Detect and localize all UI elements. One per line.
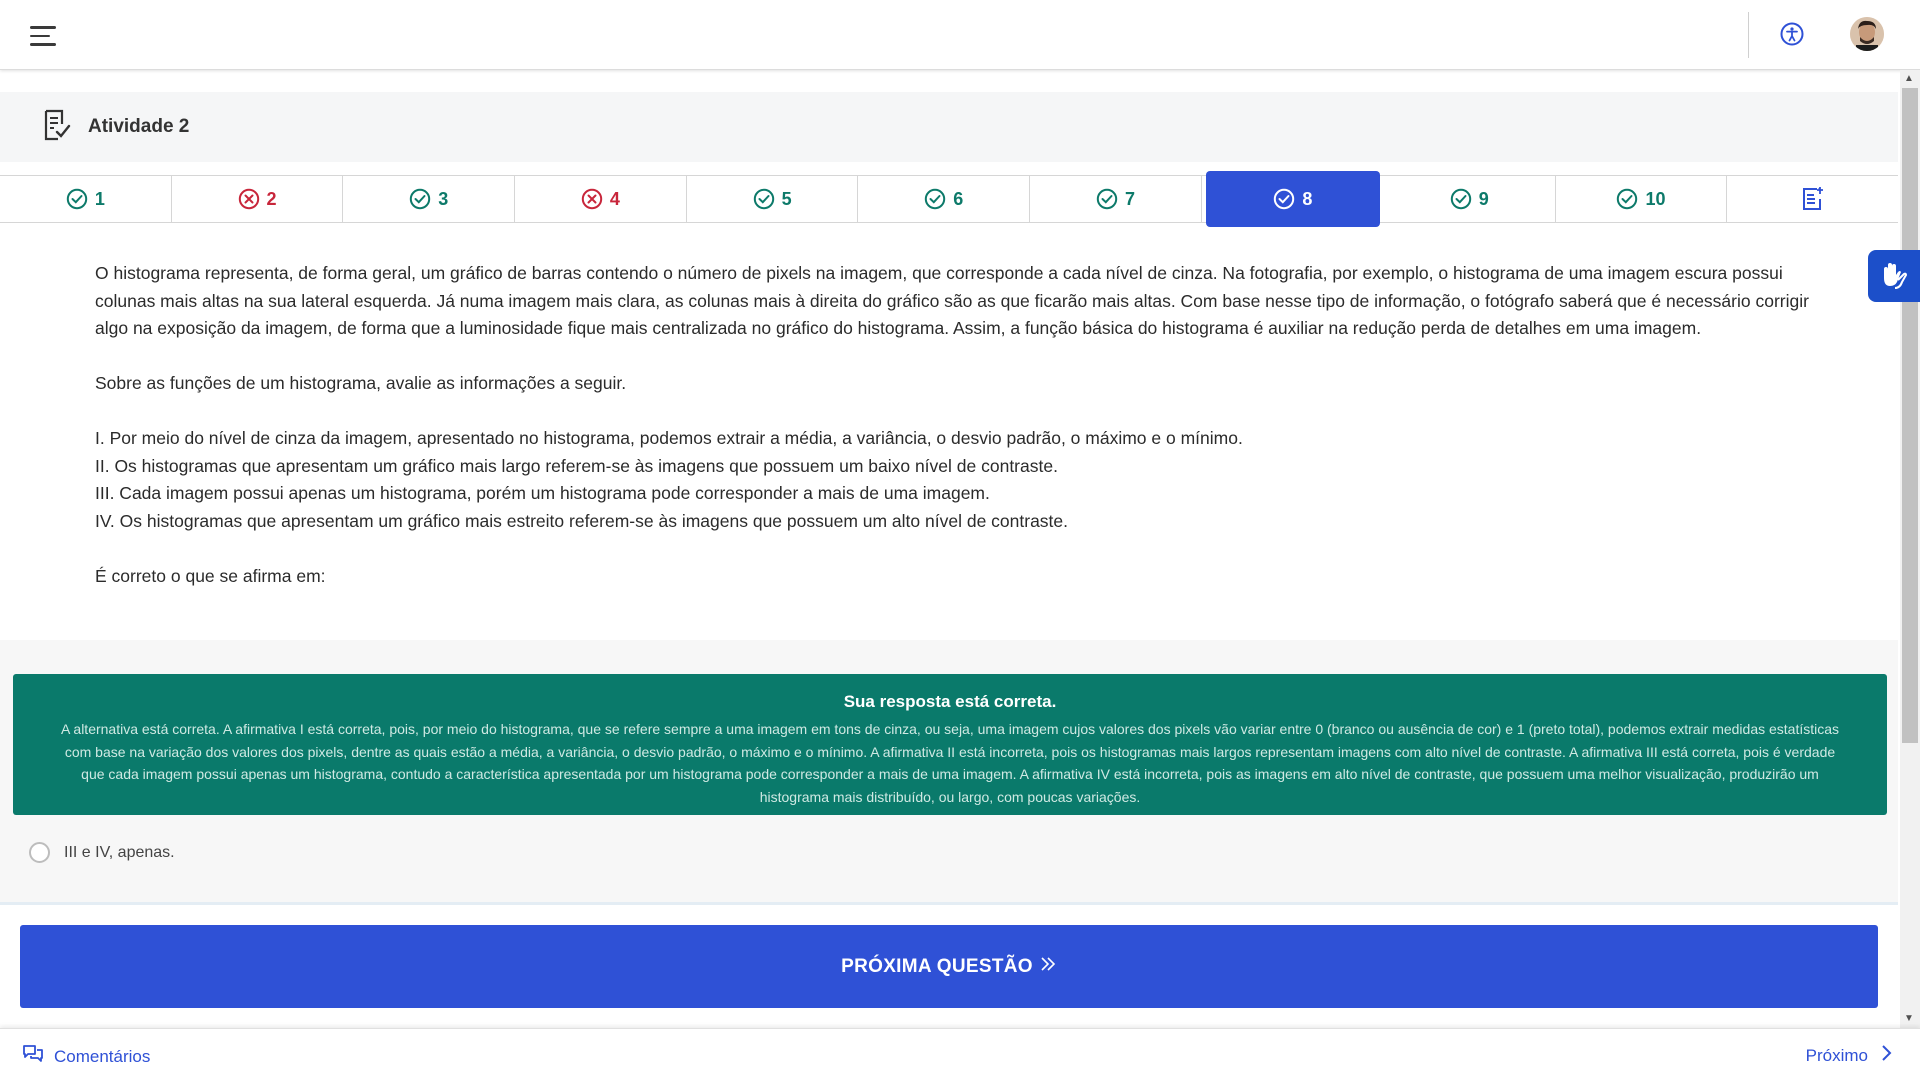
scroll-down-icon[interactable]: ▼ bbox=[1904, 1013, 1914, 1024]
double-chevron-right-icon bbox=[1039, 955, 1057, 979]
hamburger-icon[interactable] bbox=[30, 26, 58, 46]
check-circle-icon bbox=[1450, 188, 1472, 210]
check-circle-icon bbox=[924, 188, 946, 210]
tab-label: 9 bbox=[1478, 188, 1489, 209]
question-closing: É correto o que se afirma em: bbox=[95, 565, 326, 586]
next-label: Próximo bbox=[1805, 1045, 1868, 1065]
tab-question-6[interactable] bbox=[858, 176, 1030, 222]
divider bbox=[0, 902, 1898, 905]
radio-button[interactable] bbox=[29, 842, 50, 863]
check-circle-icon bbox=[409, 188, 431, 210]
activity-header bbox=[0, 92, 1898, 162]
tab-label: 4 bbox=[609, 188, 620, 209]
tab-label: 10 bbox=[1645, 188, 1666, 209]
scroll-up-icon[interactable]: ▲ bbox=[1904, 73, 1914, 84]
next-question-label: PRÓXIMA QUESTÃO bbox=[841, 955, 1033, 977]
question-item: III. Cada imagem possui apenas um histograma, porém um histograma pode corresponder a mais de uma imagem. bbox=[95, 483, 990, 503]
question-prompt: Sobre as funções de um histograma, avalie as informações a seguir. bbox=[95, 373, 627, 393]
x-circle-icon bbox=[581, 188, 603, 210]
tab-question-10[interactable] bbox=[1556, 176, 1728, 222]
check-circle-icon bbox=[1096, 188, 1118, 210]
chat-bubbles-icon bbox=[22, 1044, 44, 1069]
question-item: II. Os histogramas que apresentam um gráfico mais largo referem-se às imagens que possuem um baixo nível de contraste. bbox=[95, 455, 1058, 476]
tab-label: 6 bbox=[953, 188, 964, 209]
question-item: I. Por meio do nível de cinza da imagem, apresentado no histograma, podemos extrair a média, a variância, o desvio padrão, o máximo e o mínimo. bbox=[95, 428, 1243, 448]
topbar-divider bbox=[1748, 12, 1749, 58]
feedback-title: Sua resposta está correta. bbox=[843, 692, 1057, 711]
question-text bbox=[95, 260, 1815, 590]
tab-question-1[interactable] bbox=[0, 176, 172, 222]
next-question-button[interactable] bbox=[20, 925, 1878, 1008]
question-tabs bbox=[0, 175, 1898, 223]
scrollbar-thumb[interactable] bbox=[1902, 88, 1918, 743]
sign-language-hands-icon[interactable] bbox=[1868, 250, 1920, 302]
tab-label: 2 bbox=[266, 188, 277, 209]
tab-question-3[interactable] bbox=[343, 176, 515, 222]
feedback-box bbox=[13, 674, 1887, 815]
top-bar bbox=[0, 0, 1920, 70]
check-circle-icon bbox=[1273, 188, 1295, 210]
tab-label: 5 bbox=[781, 188, 792, 209]
comments-label: Comentários bbox=[54, 1046, 151, 1066]
tab-summary[interactable] bbox=[1727, 176, 1898, 222]
feedback-text: A alternativa está correta. A afirmativa I está correta, pois, por meio do histograma, que se refere sempre a uma imagem em tons de cinza, ou seja, uma imagem cujos valores dos pixels vão variar entre 0 (branco ou ausência de cor) e 1 (preto total), podemos extrair medidas estatísticas com base na variação dos valores dos pixels, dentre as quais estão a média, a variância, o desvio padrão, o máximo e o mínimo. A afirmativa II está incorreta, pois os histogramas mais largos representam imagens com alto nível de contraste. A afirmativa III está correta, pois é verdade que cada imagem possui apenas um histograma, contudo a característica apresentada por um histograma pode corresponder a mais de uma imagem. A afirmativa IV está incorreta, pois as imagens em alto nível de contraste, que possuem uma melhor visualização, produzirão um histograma mais distribuído, ou largo, com poucas variações. bbox=[60, 721, 1840, 805]
activity-title: Atividade 2 bbox=[88, 116, 190, 137]
check-circle-icon bbox=[753, 188, 775, 210]
tab-label: 1 bbox=[94, 188, 105, 209]
tab-question-7[interactable] bbox=[1030, 176, 1202, 222]
chevron-right-icon bbox=[1880, 1044, 1892, 1067]
tab-label: 8 bbox=[1302, 188, 1313, 209]
tab-question-5[interactable] bbox=[687, 176, 859, 222]
tab-label: 3 bbox=[438, 188, 449, 209]
question-item: IV. Os histogramas que apresentam um gráfico mais estreito referem-se às imagens que possuem um alto nível de contraste. bbox=[95, 510, 1069, 531]
tab-question-2[interactable] bbox=[172, 176, 344, 222]
document-edit-icon bbox=[1801, 186, 1825, 212]
check-circle-icon bbox=[66, 188, 88, 210]
tab-question-8[interactable] bbox=[1206, 171, 1380, 227]
accessibility-icon[interactable] bbox=[1780, 22, 1804, 46]
comments-link[interactable] bbox=[22, 1044, 150, 1069]
task-checklist-icon bbox=[42, 108, 72, 147]
check-circle-icon bbox=[1616, 188, 1638, 210]
answer-option[interactable] bbox=[29, 842, 175, 863]
user-avatar[interactable] bbox=[1850, 17, 1884, 51]
next-link[interactable] bbox=[1806, 1044, 1892, 1067]
footer-bar bbox=[0, 1028, 1920, 1080]
x-circle-icon bbox=[238, 188, 260, 210]
tab-question-4[interactable] bbox=[515, 176, 687, 222]
answer-option-label: III e IV, apenas. bbox=[64, 843, 175, 861]
tab-label: 7 bbox=[1124, 188, 1135, 209]
question-intro: O histograma representa, de forma geral, um gráfico de barras contendo o número de pixels na imagem, que corresponde a cada nível de cinza. Na fotografia, por exemplo, o histograma de uma imagem escura possui colunas mais altas na sua lateral esquerda. Já numa imagem mais clara, as colunas mais à direita do gráfico são as que ficarão mais altas. Com base nesse tipo de informação, o fotógrafo saberá que é necessário corrigir algo na exposição da imagem, de forma que a luminosidade fique mais centralizada no gráfico do histograma. Assim, a função básica do histograma é auxiliar na redução perda de detalhes em uma imagem. bbox=[95, 263, 1809, 338]
tab-question-9[interactable] bbox=[1384, 176, 1556, 222]
